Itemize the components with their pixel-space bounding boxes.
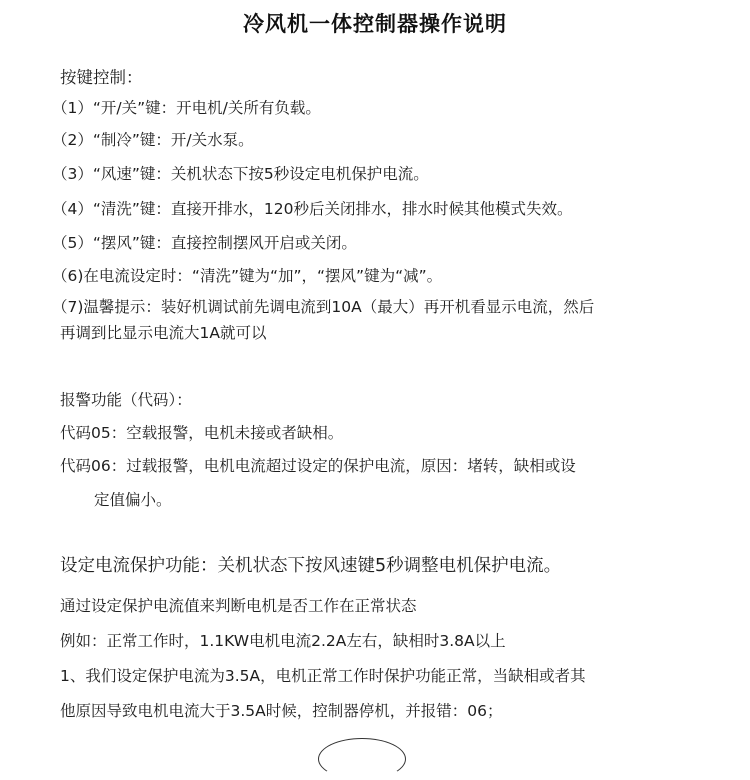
key-control-item-6: （6)在电流设定时：“清洗”键为“加”，“摆风”键为“减”。 — [52, 267, 443, 285]
key-control-item-3: （3）“风速”键：关机状态下按5秒设定电机保护电流。 — [52, 165, 429, 183]
alarm-code-06: 代码06：过载报警，电机电流超过设定的保护电流，原因：堵转，缺相或设 — [60, 457, 576, 475]
protection-item-4: 他原因导致电机电流大于3.5A时候，控制器停机，并报错：06； — [60, 702, 503, 720]
key-control-item-1: （1）“开/关”键：开电机/关所有负载。 — [52, 99, 321, 117]
protection-item-1: 通过设定保护电流值来判断电机是否工作在正常状态 — [60, 597, 417, 615]
alarm-code-06-continued: 定值偏小。 — [94, 491, 172, 509]
protection-item-2: 例如：正常工作时，1.1KW电机电流2.2A左右，缺相时3.8A以上 — [60, 632, 506, 650]
page-title: 冷风机一体控制器操作说明 — [243, 12, 507, 36]
key-control-item-7-continued: 再调到比显示电流大1A就可以 — [60, 324, 267, 342]
key-control-item-5: （5）“摆风”键：直接控制摆风开启或关闭。 — [52, 234, 357, 252]
key-control-heading: 按键控制： — [60, 68, 143, 87]
protection-heading: 设定电流保护功能：关机状态下按风速键5秒调整电机保护电流。 — [60, 556, 562, 576]
key-control-item-7: （7)温馨提示：装好机调试前先调电流到10A（最大）再开机看显示电流，然后 — [52, 298, 595, 316]
key-control-item-2: （2）“制冷”键：开/关水泵。 — [52, 131, 254, 149]
key-control-item-4: （4）“清洗”键：直接开排水，120秒后关闭排水，排水时候其他模式失效。 — [52, 200, 573, 218]
protection-item-3: 1、我们设定保护电流为3.5A，电机正常工作时保护功能正常，当缺相或者其 — [60, 667, 586, 685]
alarm-heading: 报警功能（代码）： — [60, 391, 192, 409]
alarm-code-05: 代码05：空载报警，电机未接或者缺相。 — [60, 424, 344, 442]
bottom-circle-decoration — [318, 738, 406, 780]
